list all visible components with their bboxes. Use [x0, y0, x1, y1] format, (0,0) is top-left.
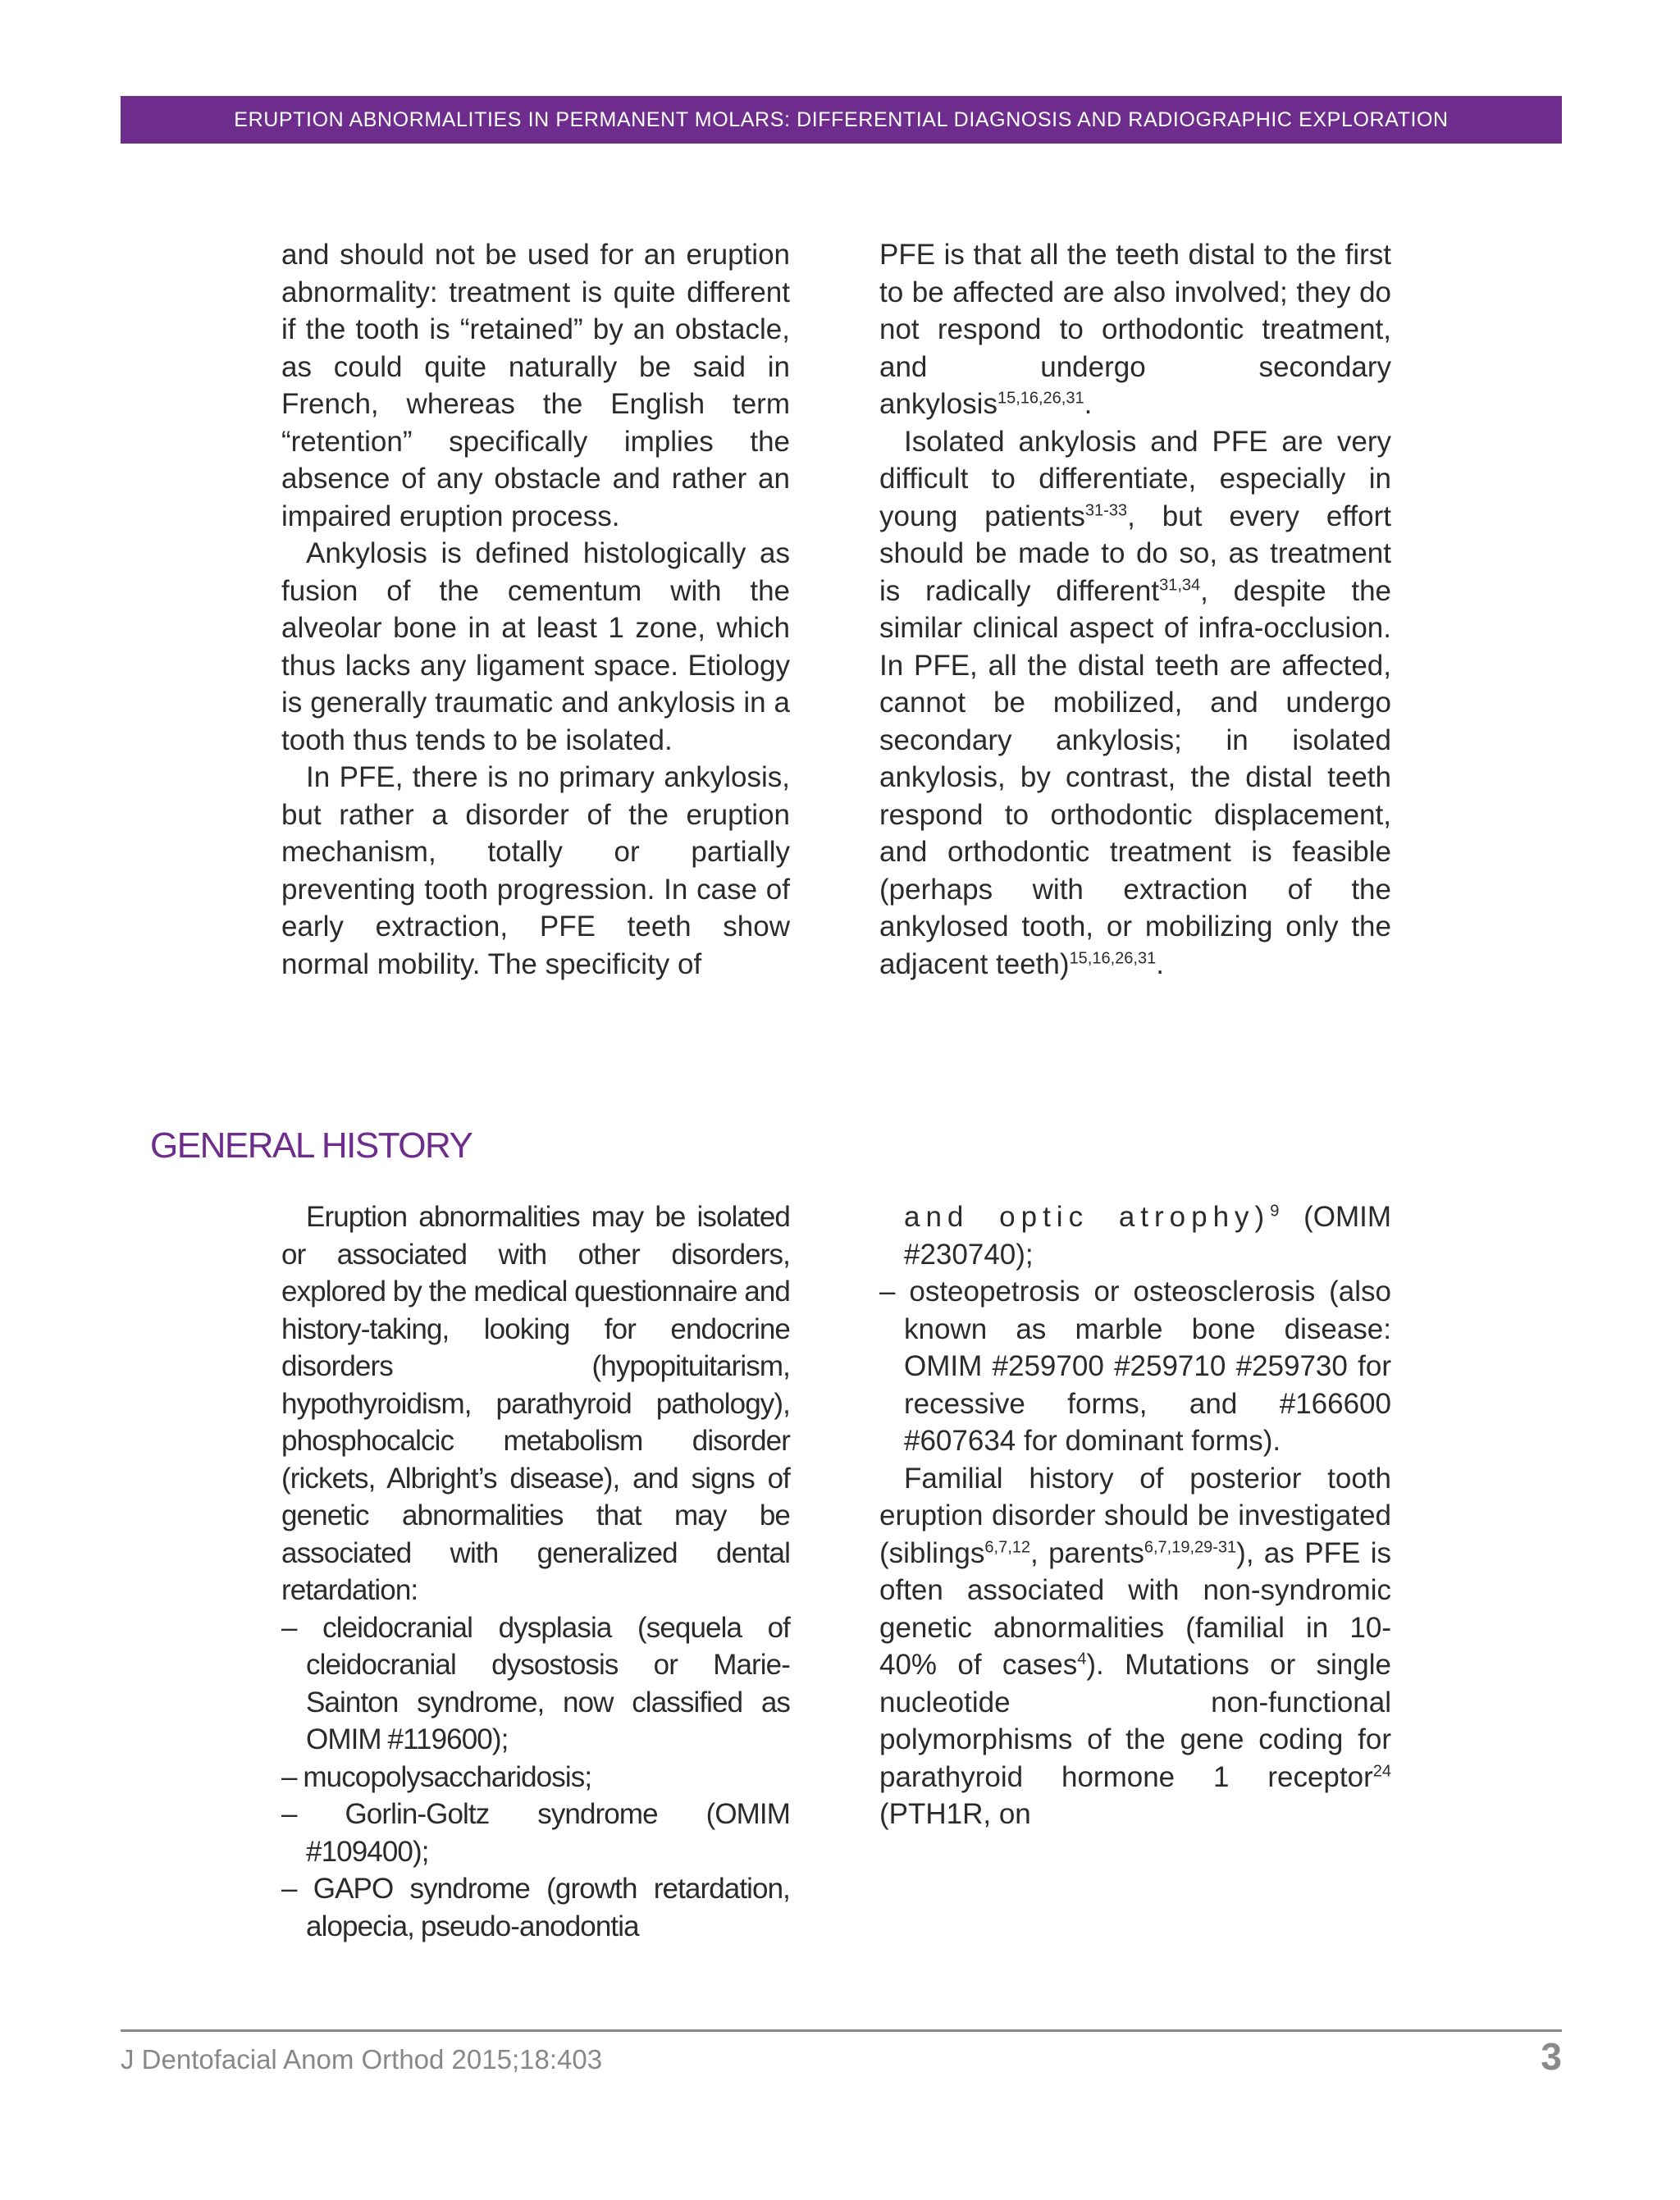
list-item-continued: [879, 1198, 1391, 1273]
list-item: – osteopetrosis or osteosclerosis (also known as marble bone disease: OMIM #259700 #259710 #259730 for recessive forms, and #166600 #607634 for dominant forms).: [879, 1276, 1391, 1457]
text-run: ), as PFE is often associated with non-syndromic genetic abnormalities (familial in 10-40% of cases: [879, 1536, 1391, 1681]
paragraph: and should not be used for an eruption abnormality: treatment is quite different if the tooth is “retained” by an obstacle, as could quite naturally be said in French, whereas the English term “retention” specifically implies the absence of any obstacle and rather an impaired eruption process.: [281, 239, 790, 532]
running-header: [121, 96, 1562, 144]
text-run: , parents: [1030, 1536, 1144, 1569]
running-header-title: ERUPTION ABNORMALITIES IN PERMANENT MOLARS: DIFFERENTIAL DIAGNOSIS AND RADIOGRAPHIC EXPLORATION: [234, 107, 1449, 131]
text-run: Isolated ankylosis and PFE are very difficult to differentiate, especially in young patients: [879, 425, 1391, 532]
text-run: (PTH1R, on: [879, 1798, 1031, 1830]
citation-ref: 24: [1372, 1761, 1391, 1780]
journal-citation: J Dentofacial Anom Orthod 2015;18:403: [121, 2044, 603, 2074]
text-run: ). Mutations or single nucleotide non-functional polymorphisms of the gene coding for parathyroid hormone 1 receptor: [879, 1649, 1391, 1793]
top-right-column: [879, 236, 1391, 983]
text-run: , but every effort should be made to do so, as treatment is radically different: [879, 500, 1392, 607]
citation-ref: 15,16,26,31: [1069, 948, 1157, 967]
citation-ref: 6,7,12: [984, 1537, 1030, 1556]
text-run: (OMIM #230740);: [904, 1201, 1392, 1271]
list-item: – Gorlin-Goltz syndrome (OMIM #109400);: [281, 1798, 790, 1868]
text-run: and optic atrophy): [904, 1201, 1271, 1233]
text-run: Familial history of posterior tooth eruption disorder should be investigated (siblings: [879, 1462, 1391, 1569]
paragraph: In PFE, there is no primary ankylosis, but rather a disorder of the eruption mechanism, totally or partially preventing tooth progression. In case of early extraction, PFE teeth show normal mobility. The specificity of: [281, 761, 790, 980]
top-left-column: [281, 236, 790, 983]
citation-ref: 4: [1077, 1650, 1087, 1668]
bottom-left-column: [281, 1198, 790, 1945]
paragraph: [879, 423, 1391, 984]
list-item: – mucopolysaccharidosis;: [281, 1760, 592, 1793]
paragraph: Eruption abnormalities may be isolated or associated with other disorders, explored by the medical questionnaire and history-taking, looking for endocrine disorders (hypopituitarism, hypothyroidism, parathyroid pathology), phosphocalcic metabolism disorder (rickets, Albright’s disease), and signs of genetic abnormalities that may be associated with generalized dental retardation:: [281, 1201, 790, 1606]
list-item: – GAPO syndrome (growth retardation, alopecia, pseudo-anodontia: [281, 1873, 790, 1942]
citation-ref: 15,16,26,31: [997, 389, 1084, 408]
paragraph: Ankylosis is defined histologically as fusion of the cementum with the alveolar bone in at least 1 zone, which thus lacks any ligament space. Etiology is generally traumatic and ankylosis in a tooth thus tends to be isolated.: [281, 537, 790, 756]
list-item: – cleidocranial dysplasia (sequela of cleidocranial dysostosis or Marie-Sainton syndrome, now classified as OMIM #119600);: [281, 1611, 790, 1755]
citation-ref: 9: [1270, 1202, 1280, 1221]
citation-ref: 31-33: [1084, 500, 1128, 519]
text-run: PFE is that all the teeth distal to the first to be affected are also involved; they do not respond to orthodontic treatment, and undergo secondary ankylosis: [879, 239, 1391, 420]
paragraph: [879, 236, 1391, 423]
text-run: .: [1084, 388, 1093, 420]
text-run: .: [1156, 947, 1164, 980]
citation-ref: 31,34: [1159, 575, 1201, 594]
footer-divider: [121, 2029, 1562, 2032]
section-heading: GENERAL HISTORY: [150, 1125, 472, 1166]
paragraph: [879, 1460, 1391, 1833]
citation-ref: 6,7,19,29-31: [1144, 1537, 1237, 1556]
text-run: , despite the similar clinical aspect of infra-occlusion. In PFE, all the distal teeth are affected, cannot be mobilized, and undergo secondary ankylosis; in isolated ankylosis, by contrast, the distal teeth respond to orthodontic displacement, and orthodontic treatment is feasible (perhaps with extraction of the ankylosed tooth, or mobilizing only the adjacent teeth): [879, 574, 1391, 980]
bottom-right-column: [879, 1198, 1391, 1833]
page-number: 3: [1541, 2035, 1562, 2078]
